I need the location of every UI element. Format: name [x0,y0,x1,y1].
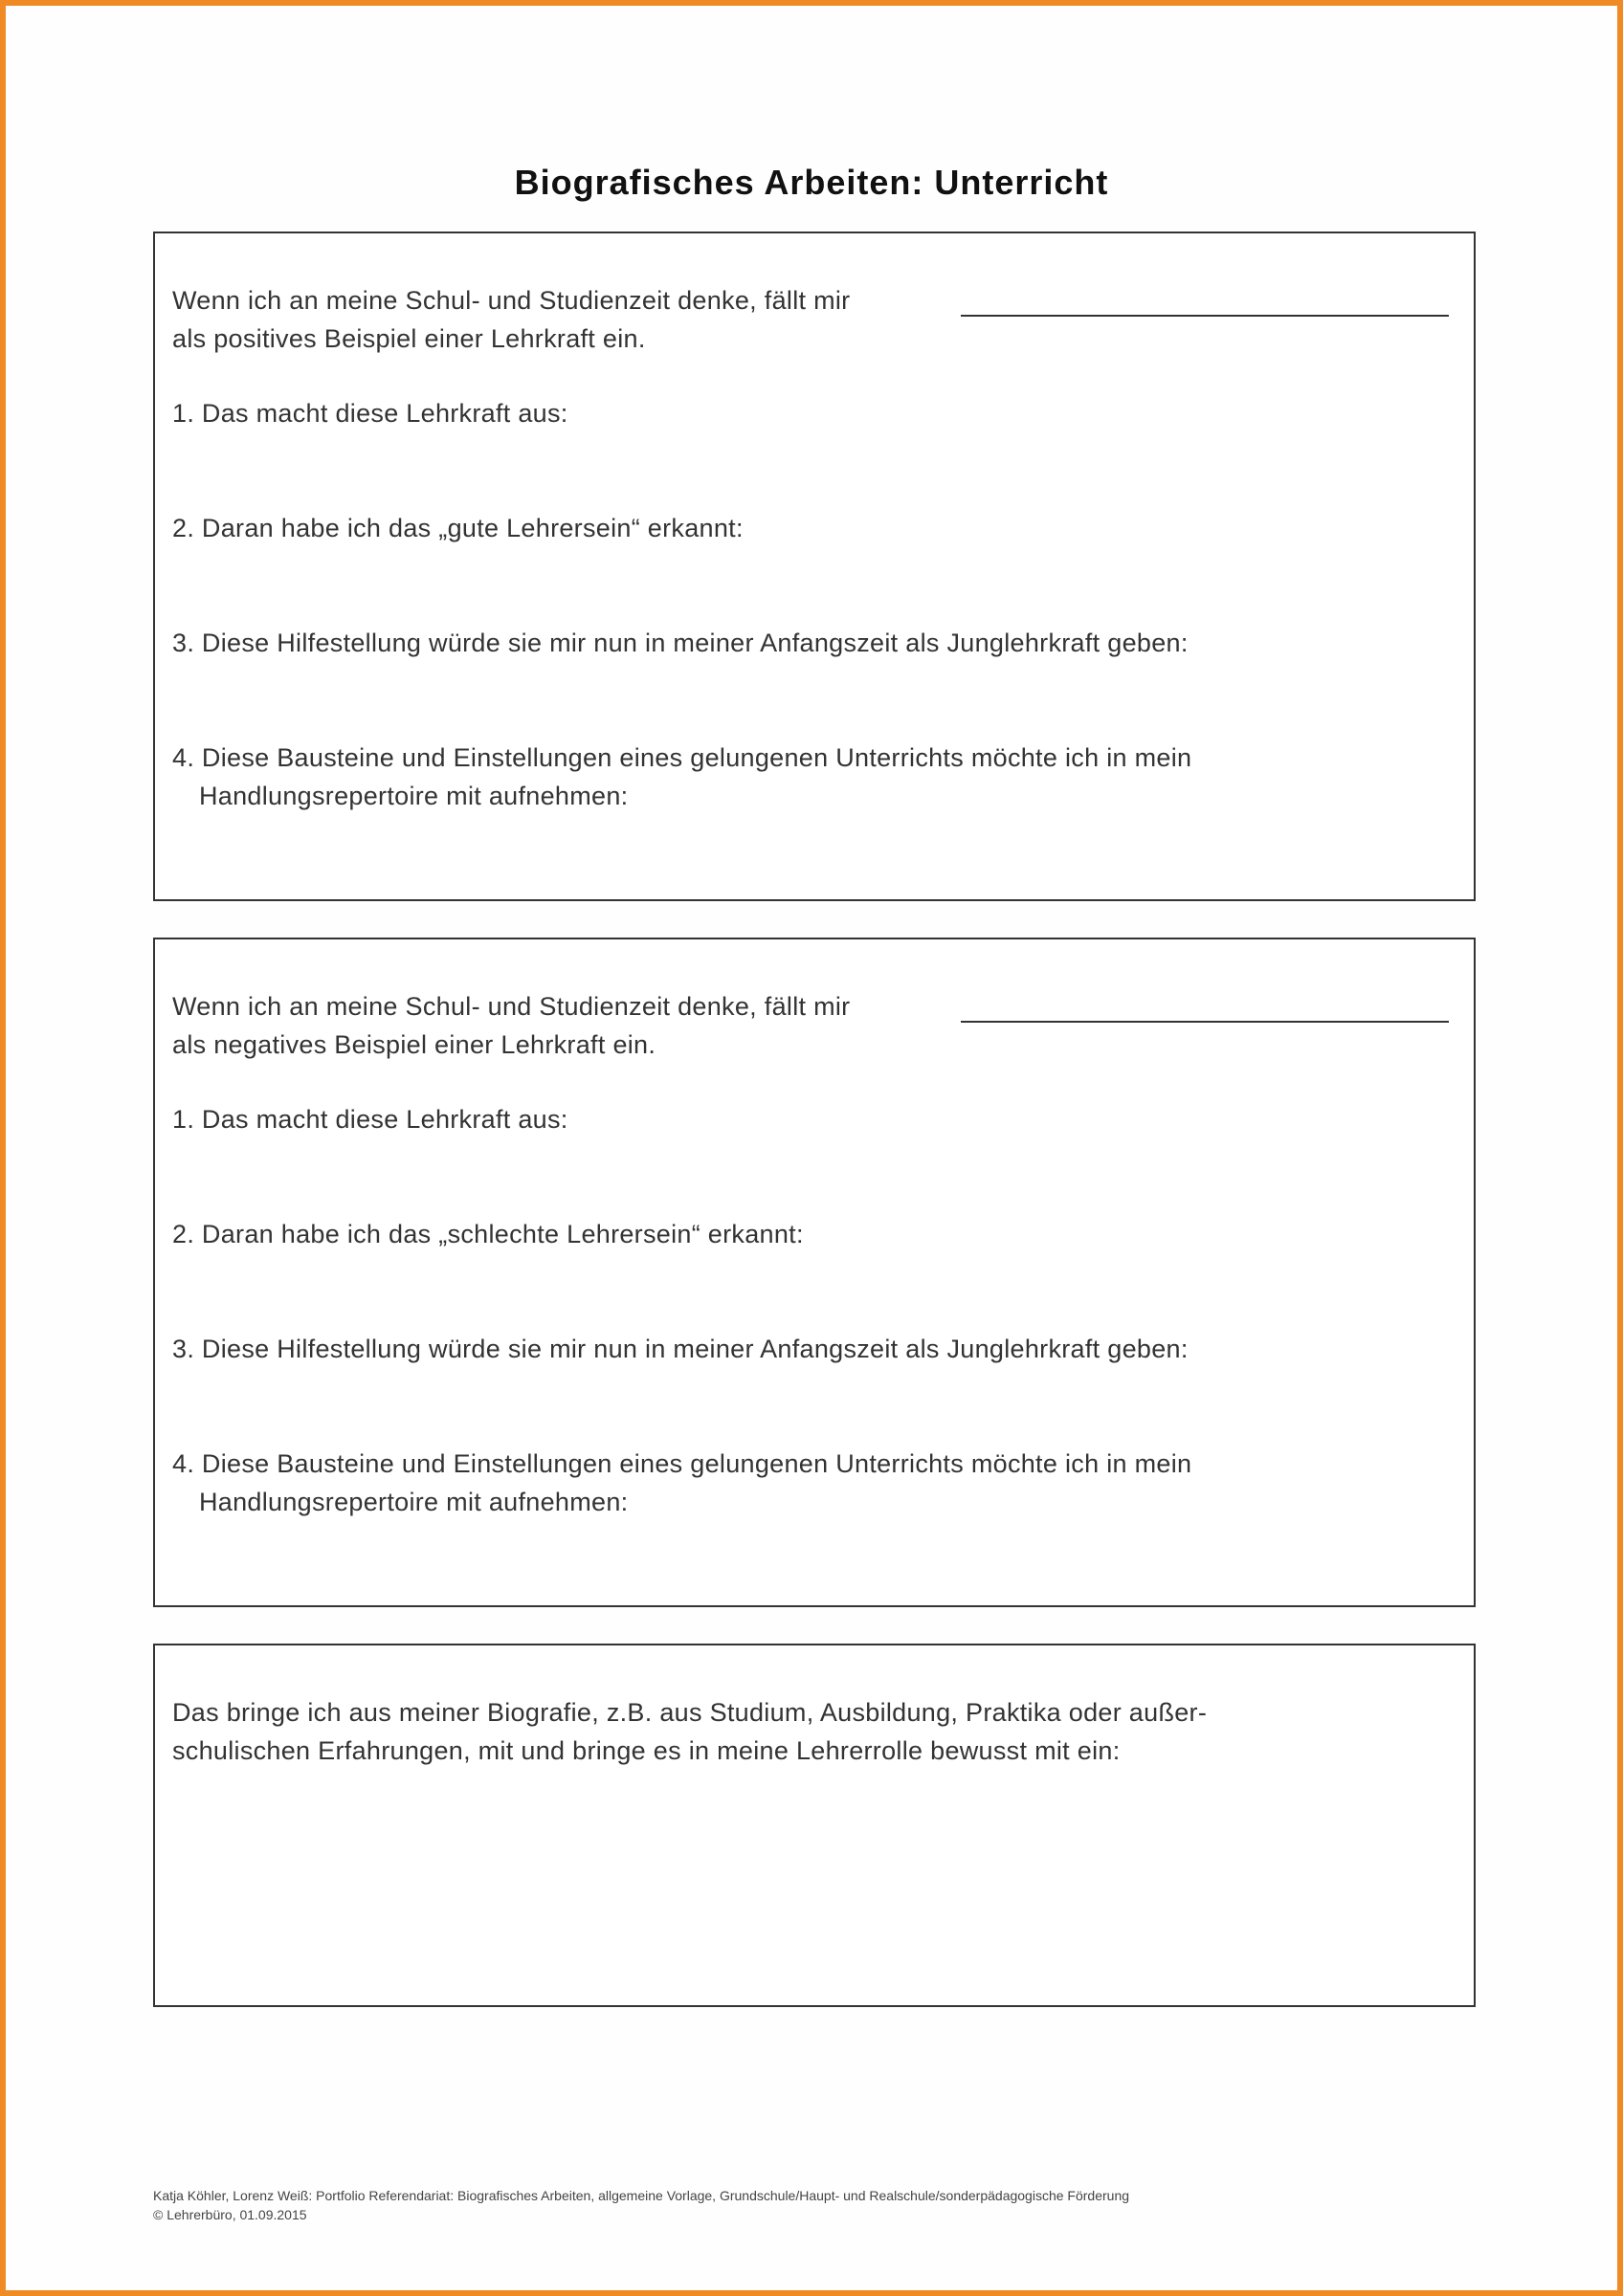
biography-text-line-1: Das bringe ich aus meiner Biografie, z.B. aus Studium, Ausbildung, Praktika oder außer- [172,1698,1208,1727]
page-title: Biografisches Arbeiten: Unterricht [514,163,1109,202]
biography-box [153,1644,1476,2007]
question-4-line-2: Handlungsrepertoire mit aufnehmen: [199,1488,629,1516]
question-4-line-2: Handlungsrepertoire mit aufnehmen: [199,782,629,810]
intro-text-line-2: als positives Beispiel einer Lehrkraft ein. [172,324,646,353]
intro-text-line-1: Wenn ich an meine Schul- und Studienzeit denke, fällt mir [172,286,851,315]
biography-text-line-2: schulischen Erfahrungen, mit und bringe es in meine Lehrerrolle bewusst mit ein: [172,1736,1121,1765]
question-2: 2. Daran habe ich das „gute Lehrersein“ erkannt: [172,514,744,542]
footer-copyright: © Lehrerbüro, 01.09.2015 [153,2207,307,2222]
question-4-line-1: 4. Diese Bausteine und Einstellungen eines gelungenen Unterrichts möchte ich in mein [172,1449,1192,1478]
question-4-line-1: 4. Diese Bausteine und Einstellungen eines gelungenen Unterrichts möchte ich in mein [172,743,1192,772]
teacher-name-blank[interactable] [961,315,1449,317]
question-1: 1. Das macht diese Lehrkraft aus: [172,1105,568,1134]
question-3: 3. Diese Hilfestellung würde sie mir nun in meiner Anfangszeit als Junglehrkraft geben: [172,1335,1189,1363]
negative-example-box [153,938,1476,1607]
question-3: 3. Diese Hilfestellung würde sie mir nun in meiner Anfangszeit als Junglehrkraft geben: [172,629,1189,657]
intro-text-line-1: Wenn ich an meine Schul- und Studienzeit denke, fällt mir [172,992,851,1021]
question-2: 2. Daran habe ich das „schlechte Lehrersein“ erkannt: [172,1220,804,1248]
positive-example-box [153,232,1476,901]
question-1: 1. Das macht diese Lehrkraft aus: [172,399,568,428]
teacher-name-blank[interactable] [961,1021,1449,1023]
footer-citation: Katja Köhler, Lorenz Weiß: Portfolio Referendariat: Biografisches Arbeiten, allgemeine Vorlage, Grundschule/Haupt- und Realschule/sonderpädagogische Förderung [153,2188,1130,2203]
footer [153,2186,1129,2224]
intro-text-line-2: als negatives Beispiel einer Lehrkraft ein. [172,1030,656,1059]
